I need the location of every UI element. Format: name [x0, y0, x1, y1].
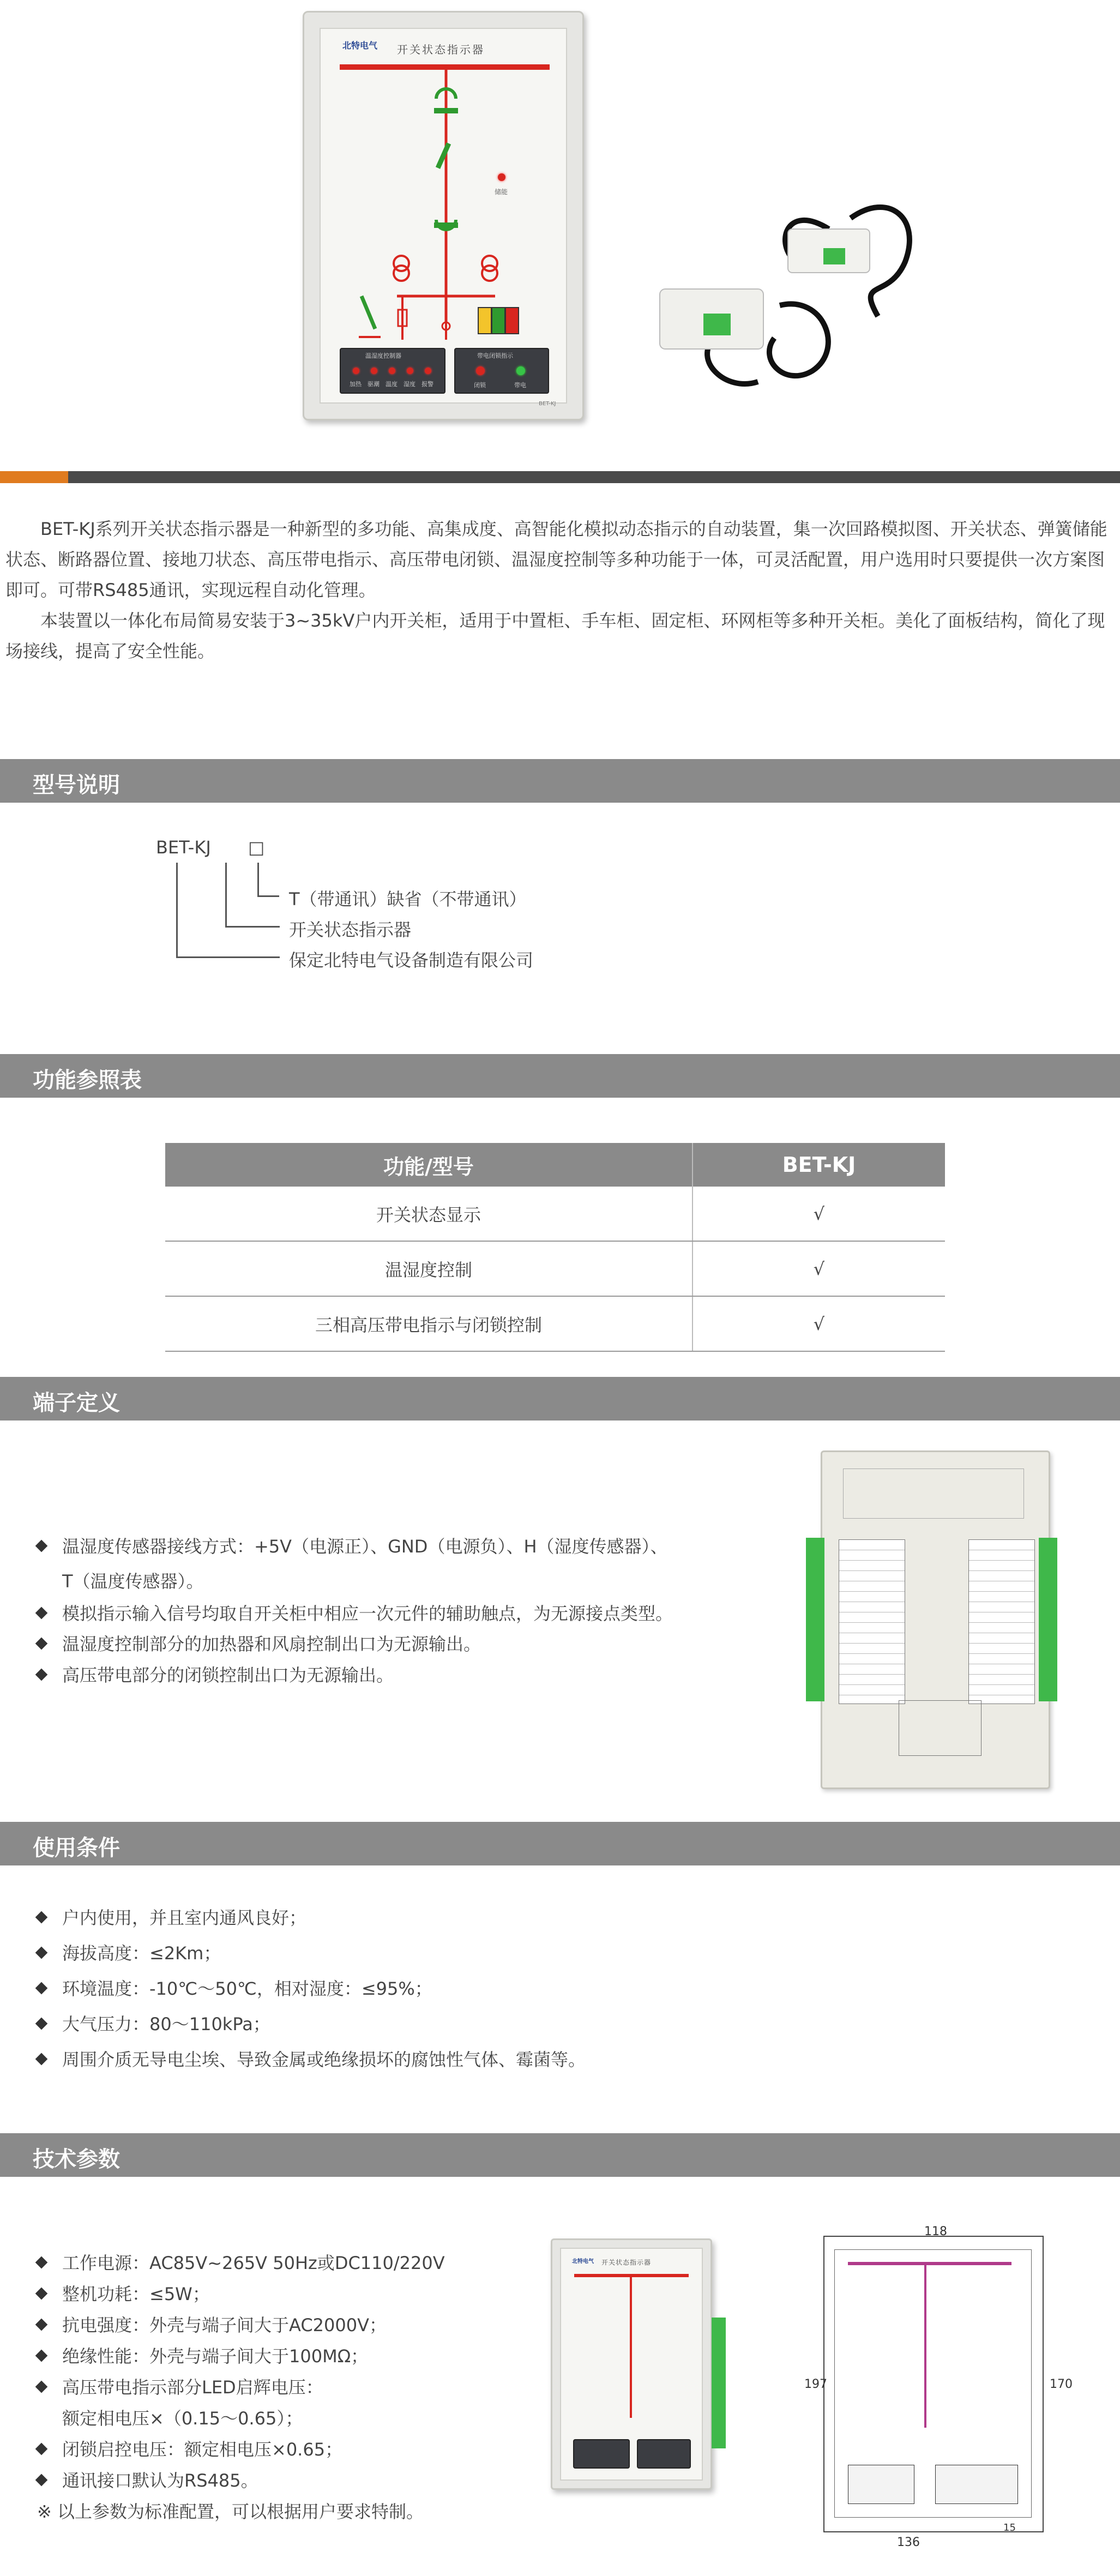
- status-lamp-red: [505, 307, 519, 334]
- drawing-title-bar: [848, 2262, 1011, 2265]
- device-model-tag: BET-KJ: [539, 401, 556, 407]
- single-line-diagram: [337, 67, 555, 351]
- list-item: [37, 1902, 306, 1934]
- model-line-1v: [257, 863, 259, 896]
- panel-led-2: [371, 368, 377, 374]
- drawing-panel-right: [935, 2465, 1018, 2504]
- tech-param-text: 额定相电压×（0.15～0.65）；: [62, 2408, 303, 2429]
- tech-param-text: 通讯接口默认为RS485。: [62, 2470, 258, 2491]
- tech-param-text: 高压带电指示部分LED启辉电压：: [62, 2377, 323, 2398]
- bullet-icon: [35, 2288, 48, 2300]
- panel-right-label-2: 带电: [514, 382, 526, 389]
- backpanel-terminal-table-right: [968, 1539, 1035, 1704]
- table-row: [165, 1296, 945, 1351]
- table-row: [165, 1241, 945, 1296]
- list-item: [37, 2008, 270, 2040]
- terminal-def-text: 高压带电部分的闭锁控制出口为无源输出。: [62, 1665, 394, 1686]
- tech-note: ※ 以上参数为标准配置，可以根据用户要求特制。: [37, 2501, 424, 2522]
- panel-left-label-1: 加热: [350, 381, 362, 388]
- section-function-title: 功能参照表: [33, 1068, 142, 1093]
- bullet-icon: [35, 1947, 48, 1959]
- backpanel-terminal-table-left: [839, 1539, 905, 1704]
- bullet-icon: [35, 2256, 48, 2269]
- list-item: [37, 2340, 368, 2372]
- panel-right-label-1: 闭锁: [474, 382, 486, 389]
- model-line-1h: [257, 895, 279, 897]
- bullet-icon: [35, 1911, 48, 1924]
- live-lock-panel: [454, 348, 549, 394]
- device-small-brand: 北特电气: [572, 2259, 594, 2265]
- status-lamp-green: [491, 307, 505, 334]
- list-item: [62, 1566, 204, 1597]
- drawing-panel-left: [848, 2465, 914, 2504]
- device-title: 开关状态指示器: [397, 43, 485, 56]
- tech-param-text: 整机功耗：≤5W；: [62, 2284, 210, 2304]
- section-model-header: [0, 759, 1120, 803]
- terminal-block-side: [712, 2318, 726, 2448]
- list-item: [37, 2247, 445, 2279]
- terminal-def-text: 温湿度控制部分的加热器和风扇控制出口为无源输出。: [62, 1634, 481, 1654]
- charge-led-label: 储能: [495, 188, 508, 196]
- dim-small: 15: [1003, 2522, 1016, 2533]
- function-table: [165, 1143, 945, 1352]
- backpanel-nameplate: [899, 1700, 981, 1756]
- function-check: √: [693, 1187, 945, 1241]
- terminal-block-left: [806, 1538, 824, 1701]
- model-line-3h: [176, 956, 280, 958]
- panel-left-label-5: 报警: [421, 381, 433, 388]
- function-check: √: [693, 1296, 945, 1351]
- panel-left-label-3: 温度: [386, 381, 398, 388]
- function-check: √: [693, 1241, 945, 1296]
- model-line-text-1: T（带通讯）缺省（不带通讯）: [289, 889, 527, 910]
- list-item: [37, 1628, 481, 1660]
- bullet-icon: [35, 1540, 48, 1552]
- device-small-panel-left: [573, 2439, 630, 2469]
- terminal-block-right: [1039, 1538, 1057, 1701]
- model-line-2v: [225, 863, 227, 927]
- accent-divider: [0, 471, 68, 483]
- panel-right-title: 带电闭锁指示: [477, 352, 513, 359]
- model-line-2h: [225, 926, 280, 928]
- list-item: [37, 2278, 210, 2310]
- function-name: 开关状态显示: [165, 1187, 693, 1241]
- tech-param-text: 绝缘性能：外壳与端子间大于100MΩ；: [62, 2346, 369, 2367]
- live-led: [516, 366, 525, 375]
- device-small-stem: [630, 2276, 632, 2418]
- bullet-icon: [35, 2319, 48, 2331]
- condition-text: 环境温度：-10℃～50℃，相对湿度：≤95%；: [62, 1978, 432, 1999]
- dim-bottom: 136: [897, 2536, 920, 2549]
- drawing-stem: [924, 2264, 926, 2428]
- section-terminal-title: 端子定义: [33, 1391, 120, 1416]
- section-conditions-title: 使用条件: [33, 1835, 120, 1861]
- condition-text: 大气压力：80～110kPa；: [62, 2014, 270, 2035]
- model-option-box: □: [248, 837, 265, 858]
- section-conditions-header: [0, 1822, 1120, 1865]
- list-item: [37, 1598, 673, 1629]
- table-row: [165, 1187, 945, 1241]
- panel-led-4: [407, 368, 413, 374]
- terminal-def-text: 模拟指示输入信号均取自开关柜中相应一次元件的辅助触点，为无源接点类型。: [62, 1603, 673, 1624]
- backpanel-label-area: [843, 1468, 1024, 1519]
- bullet-icon: [35, 2381, 48, 2393]
- section-tech-header: [0, 2133, 1120, 2177]
- dim-left: 197: [804, 2378, 827, 2391]
- list-item: [37, 2372, 323, 2403]
- list-item: [37, 2309, 387, 2341]
- dim-top: 118: [924, 2225, 947, 2238]
- bullet-icon: [35, 2350, 48, 2362]
- list-item: [37, 1937, 221, 1969]
- dim-right: 170: [1050, 2378, 1073, 2391]
- dimension-drawing: [804, 2225, 1088, 2552]
- function-table-header: [165, 1143, 945, 1187]
- list-item: [37, 2465, 258, 2496]
- section-tech-title: 技术参数: [33, 2147, 120, 2172]
- intro-paragraph-1: BET-KJ系列开关状态指示器是一种新型的多功能、高集成度、高智能化模拟动态指示的自动装置，集一次回路模拟图、开关状态、弹簧储能状态、断路器位置、接地刀状态、高压带电指示、高压带电闭锁、温湿度控制等多种功能于一体，可灵活配置，用户选用时只要提供一次方案图即可。可带RS485通讯，实现远程自动化管理。: [5, 519, 1107, 600]
- panel-left-label-4: 湿度: [404, 381, 416, 388]
- panel-led-5: [425, 368, 431, 374]
- list-item: [37, 2434, 342, 2465]
- bullet-icon: [35, 1982, 48, 1995]
- bullet-icon: [35, 1669, 48, 1681]
- device-small-title: 开关状态指示器: [601, 2259, 652, 2266]
- list-item: [62, 2403, 303, 2434]
- bullet-icon: [35, 2443, 48, 2455]
- terminal-def-text: 温湿度传感器接线方式：+5V（电源正）、GND（电源负）、H（湿度传感器）、: [62, 1536, 668, 1557]
- intro-paragraph-2: 本装置以一体化布局简易安装于3~35kV户内开关柜，适用于中置柜、手车柜、固定柜、环网柜等多种开关柜。美化了面板结构，简化了现场接线，提高了安全性能。: [5, 610, 1105, 661]
- panel-left-label-2: 驱潮: [368, 381, 380, 388]
- terminal-backpanel-photo: [821, 1450, 1050, 1789]
- bullet-icon: [35, 1607, 48, 1620]
- charge-led: [498, 173, 505, 181]
- tech-param-text: 闭锁启控电压：额定相电压×0.65；: [62, 2439, 343, 2460]
- function-table-head-2: BET-KJ: [693, 1143, 945, 1187]
- list-item: [37, 1659, 394, 1691]
- product-device-front: [303, 11, 584, 420]
- sensor-modules-photo: [649, 196, 932, 404]
- section-model-title: 型号说明: [33, 773, 120, 798]
- function-table-head-1: 功能/型号: [165, 1143, 693, 1187]
- status-lamp-yellow: [478, 307, 492, 334]
- tech-param-text: 抗电强度：外壳与端子间大于AC2000V；: [62, 2315, 387, 2336]
- dark-divider: [68, 471, 1120, 483]
- section-function-header: [0, 1054, 1120, 1098]
- section-terminal-header: [0, 1377, 1120, 1421]
- function-name: 三相高压带电指示与闭锁控制: [165, 1296, 693, 1351]
- terminal-def-text: T（温度传感器）。: [62, 1571, 204, 1592]
- condition-text: 周围介质无导电尘埃、导致金属或绝缘损坏的腐蚀性气体、霉菌等。: [62, 2049, 586, 2070]
- lock-led: [476, 366, 485, 375]
- bullet-icon: [35, 1638, 48, 1650]
- device-brand: 北特电气: [342, 40, 378, 51]
- list-item: [37, 1973, 432, 2005]
- condition-text: 户内使用，并且室内通风良好；: [62, 1907, 307, 1928]
- tech-param-text: 工作电源：AC85V~265V 50Hz或DC110/220V: [62, 2253, 445, 2273]
- bullet-icon: [35, 2474, 48, 2487]
- function-name: 温湿度控制: [165, 1241, 693, 1296]
- panel-led-3: [389, 368, 395, 374]
- list-item: [37, 2044, 586, 2075]
- panel-led-1: [353, 368, 359, 374]
- product-device-small: [551, 2238, 712, 2490]
- device-small-panel-right: [637, 2439, 691, 2469]
- bullet-icon: [35, 2053, 48, 2066]
- condition-text: 海拔高度：≤2Km；: [62, 1943, 221, 1964]
- list-item: [37, 1531, 668, 1562]
- panel-left-title: 温湿度控制器: [365, 352, 401, 359]
- model-line-text-3: 保定北特电气设备制造有限公司: [289, 950, 534, 971]
- model-line-text-2: 开关状态指示器: [289, 919, 412, 940]
- bullet-icon: [35, 2018, 48, 2030]
- model-line-3v: [176, 863, 178, 958]
- model-code: BET-KJ: [156, 837, 211, 858]
- temp-humidity-panel: [340, 348, 445, 394]
